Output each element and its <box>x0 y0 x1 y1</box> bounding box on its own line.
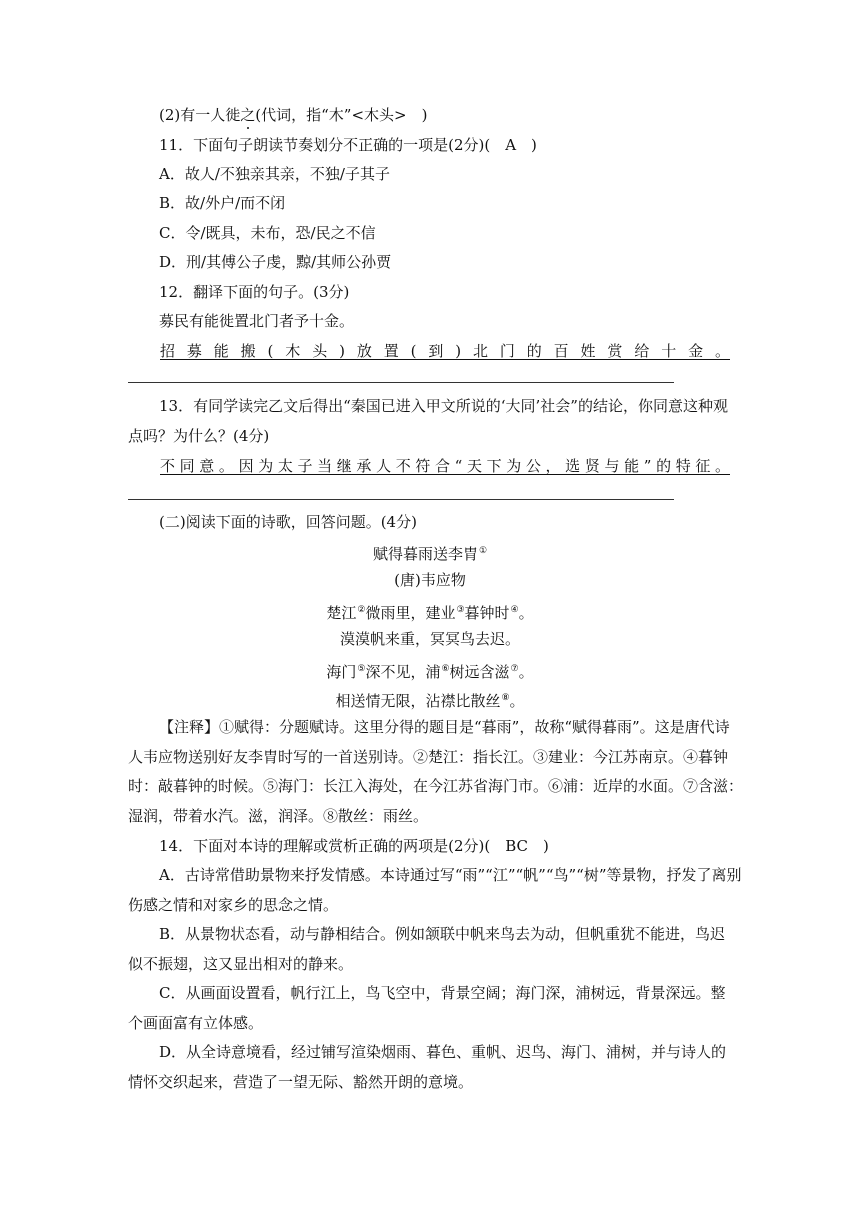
poem-title-text: 赋得暮雨送李胄 <box>372 545 478 563</box>
poem-line-4 <box>0 688 860 711</box>
q14-option-c-line1: C．从画面设置看，帆行江上，鸟飞空中，背景空阔；海门深，浦树远，背景深远。整 <box>159 984 726 1002</box>
poem-author: (唐)韦应物 <box>394 571 466 589</box>
q10-sub2-prefix: (2)有一人徙 <box>159 106 241 124</box>
poem-line-1-part: 暮钟时 <box>464 604 510 622</box>
notes-line-1: 【注释】①赋得：分题赋诗。这里分得的题目是“暮雨”，故称“赋得暮雨”。这是唐代诗 <box>159 718 730 736</box>
q14-stem: 14．下面对本诗的理解或赏析正确的两项是(2分)( BC ) <box>159 837 549 855</box>
q10-sub2-suffix: (代词，指“木”<木头> ) <box>255 106 428 124</box>
q13-stem-line1: 13．有同学读完乙文后得出“秦国已进入甲文所说的‘大同’社会”的结论，你同意这种观 <box>159 397 728 415</box>
poem-note-marker: ③ <box>456 605 465 615</box>
poem-line-3-part: 深不见，浦 <box>365 663 441 681</box>
poem-line-1-part: 。 <box>518 604 534 622</box>
q14-option-b-line1: B．从景物状态看，动与静相结合。例如颔联中帆来鸟去为动，但帆重犹不能进，鸟迟 <box>159 925 726 943</box>
q12-answer: 招募能搬(木头)放置(到)北门的百姓赏给十金。 <box>160 342 730 360</box>
q10-sub2-dotted-char: 之 <box>240 106 256 124</box>
poem-line-3 <box>0 659 860 682</box>
notes-line-3: 时：敲暮钟的时候。⑤海门：长江入海处，在今江苏省海门市。⑥浦：近岸的水面。⑦含滋： <box>128 777 744 795</box>
q14-option-a-line1: A．古诗常借助景物来抒发情感。本诗通过写“雨”“江”“帆”“鸟”“树”等景物，抒发了离别 <box>159 866 742 884</box>
q14-option-b-line2: 似不振翅，这又显出相对的静来。 <box>128 955 354 973</box>
q12-stem: 12．翻译下面的句子。(3分) <box>159 283 350 301</box>
poem-title <box>0 541 860 564</box>
poem-line-4-part: 相送情无限，沾襟比散丝 <box>335 692 501 710</box>
poem-line-1-part: 微雨里，建业 <box>365 604 456 622</box>
poem-line-3-part: 。 <box>518 663 534 681</box>
q12-answer-rule <box>128 382 674 383</box>
q11-option-b: B．故/外户/而不闭 <box>159 194 286 212</box>
q14-option-c-line2: 个画面富有立体感。 <box>128 1014 264 1032</box>
q14-option-d-line2: 情怀交织起来，营造了一望无际、豁然开朗的意境。 <box>128 1073 474 1091</box>
q12-sentence: 募民有能徙置北门者予十金。 <box>159 312 355 330</box>
q11-option-d: D．刑/其傅公子虔，黥/其师公孙贾 <box>159 253 392 271</box>
poem-line-4-part: 。 <box>509 692 525 710</box>
q11-option-a: A．故人/不独亲其亲，不独/子其子 <box>159 165 390 183</box>
q10-sub2-line <box>159 105 427 125</box>
poem-note-marker: ⑥ <box>441 664 450 674</box>
q11-stem: 11．下面句子朗读节奏划分不正确的一项是(2分)( A ) <box>159 136 537 154</box>
q13-answer: 不同意。因为太子当继承人不符合“天下为公，选贤与能”的特征。 <box>160 457 730 475</box>
poem-line-3-part: 树远含滋 <box>449 663 510 681</box>
q13-answer-rule <box>128 499 674 500</box>
poem-line-1 <box>0 600 860 623</box>
poem-line-2: 漠漠帆来重，冥冥鸟去迟。 <box>339 630 520 648</box>
q13-stem-line2: 点吗？为什么？(4分) <box>128 427 270 445</box>
q14-option-d-line1: D．从全诗意境看，经过铺写渲染烟雨、暮色、重帆、迟鸟、海门、浦树，并与诗人的 <box>159 1043 727 1061</box>
poem-section-intro: (二)阅读下面的诗歌，回答问题。(4分) <box>159 513 417 531</box>
poem-line-1-part: 楚江 <box>326 604 357 622</box>
poem-note-marker: ⑧ <box>501 693 510 703</box>
poem-note-marker: ② <box>357 605 366 615</box>
poem-line-3-part: 海门 <box>326 663 357 681</box>
poem-note-marker: ⑤ <box>357 664 366 674</box>
notes-line-2: 人韦应物送别好友李胄时写的一首送别诗。②楚江：指长江。③建业：今江苏南京。④暮钟 <box>128 748 729 766</box>
poem-note-marker: ⑦ <box>510 664 519 674</box>
notes-line-4: 湿润，带着水汽。滋，润泽。⑧散丝：雨丝。 <box>128 807 429 825</box>
q14-option-a-line2: 伤感之情和对家乡的思念之情。 <box>128 896 339 914</box>
q11-option-c: C．令/既具，未布，恐/民之不信 <box>159 224 376 242</box>
poem-note-marker: ④ <box>510 605 519 615</box>
poem-title-note-marker: ① <box>478 546 488 556</box>
